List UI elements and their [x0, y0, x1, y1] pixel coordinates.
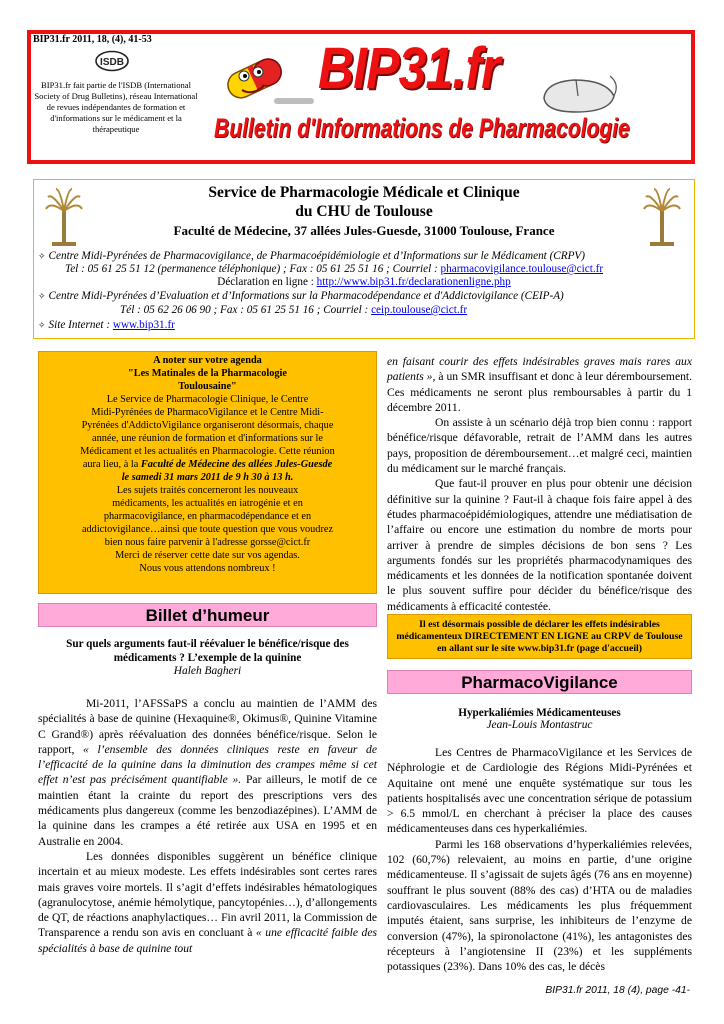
service-title	[100, 183, 628, 221]
article-paragraph: Les Centres de PharmacoVigilance et les Services de Néphrologie et de Cardiologie des Régions Midi-Pyrénées et Aquitaine ont mené une enquête systématique sur tous les patients hospitalisés avec une concentration sérique de potassium > 6.5 mmol/L en cherchant à préciser la place des causes médicamenteuses dans ces hyperkaliémies.	[387, 746, 692, 836]
agenda-line: médicaments, les actualités en iatrogénie et en	[112, 498, 303, 509]
article-body-left	[38, 696, 377, 956]
declaration-url-link[interactable]: http://www.bip31.fr/declarationenligne.php	[316, 276, 511, 288]
article-paragraph: en faisant courir des effets indésirables graves mais rares aux patients », à un SMR insuffisant et donc à leur déremboursement. Ces médicaments ne seront plus remboursables à partir du 1 décembre 2011.	[387, 355, 693, 414]
agenda-line: année, une réunion de formation et d'informations sur le	[92, 433, 323, 444]
isdb-description: BIP31.fr fait partie de l'ISDB (International Society of Drug Bulletins), réseau International de revues indépendantes de formation et d'informations sur le médicament et la thérapeutique	[34, 80, 198, 134]
agenda-line: Les sujets traités concerneront les nouveaux	[116, 485, 299, 496]
agenda-heading: "Les Matinales de la Pharmacologie	[127, 368, 287, 379]
site-url-link[interactable]: www.bip31.fr	[112, 319, 175, 331]
ceip-contact: Tél : 05 62 26 06 90 ; Fax : 05 61 25 51 16 ; Courriel : ceip.toulouse@cict.fr	[120, 304, 468, 316]
billet-humeur-section-header: Billet d’humeur	[38, 603, 377, 627]
agenda-content	[42, 354, 373, 575]
page-footer: BIP31.fr 2011, 18 (4), page -41-	[545, 985, 690, 996]
online-declaration-notice: Il est désormais possible de déclarer les effets indésirables médicamenteux DIRECTEMENT EN LIGNE au CRPV de Toulouse en allant sur le site www.bip31.fr (page d'accueil)	[396, 619, 683, 655]
computer-mouse-illustration	[540, 74, 622, 116]
agenda-line: Pyrénées d'AddictoVigilance organiseront désormais, chaque	[81, 420, 334, 431]
article-author: Haleh Bagheri	[173, 665, 242, 677]
agenda-heading: Toulousaine"	[178, 381, 237, 392]
ceip-line: ✧ Centre Midi-Pyrénées d’Evaluation et d’Informations sur la Pharmacodépendance et d'Addictovigilance (CEIP-A)	[38, 290, 564, 302]
agenda-date: le samedi 31 mars 2011 de 9 h 30 à 13 h.	[121, 472, 294, 483]
agenda-line: bien nous faire parvenir à l'adresse gorsse@cict.fr	[104, 537, 311, 548]
diamond-bullet-icon: ✧	[38, 252, 46, 262]
hyperkaliemie-article-body	[387, 745, 692, 974]
article-paragraph: Les données disponibles suggèrent un bénéfice clinique incertain et au mieux modeste. Les effets indésirables sont certes rares mais graves voire mortels. Il s’agit d’effets indésirables hématologiques (agranulocytose, anémie hémolytique, pancytopénies…), d’allongements de QT, de réactions anaphylactiques… Fin avril 2011, la Commission de Transparence a rendu son avis en concluant à « une efficacité faible des spécialités à base de quinine tout	[38, 849, 378, 955]
agenda-line: Merci de réserver cette date sur vos agendas.	[115, 550, 300, 561]
hyperkaliemie-article-title: Hyperkaliémies Médicamenteuses	[458, 707, 621, 719]
article-paragraph: Que faut-il prouver en plus pour obtenir une décision définitive sur la quinine ? Faut-il à chaque fois faire appel à des études pharmacoépidémiologiques, attendre une médiatisation de l’affaire ou encore une estimation du nombre de morts pour arriver à prendre de simples décisions de bon sens ? Les arguments fondés sur les propriétés pharmacodynamiques des médicaments et les données de la notification spontanée doivent le plus souvent suffire pour décider du bénéfice/risque des médicaments à efficacité contestée.	[387, 477, 692, 613]
agenda-heading: A noter sur votre agenda	[153, 355, 262, 366]
service-title-line1: Service de Pharmacologie Médicale et Clinique	[208, 184, 520, 201]
crpv-contact: Tel : 05 61 25 51 12 (permanence téléphonique) ; Fax : 05 61 25 51 16 ; Courriel : pharmacovigilance.toulouse@cict.fr	[65, 263, 604, 275]
pharmacovigilance-section-header: PharmacoVigilance	[387, 670, 692, 694]
agenda-line: Médicament et les actualités en Pharmacologie. Cette réunion	[80, 446, 335, 457]
agenda-line: Midi-Pyrénées de PharmacoVigilance et le Centre Midi-	[91, 407, 324, 418]
article-paragraph: Parmi les 168 observations d’hyperkaliémies relevées, 102 (60,7%) relevaient, au moins en partie, d’une origine médicamenteuse. Il s’agissait de sujets âgés (76 ans en moyenne) souffrant le plus souvent (88% des cas) d’HTA ou de maladies cardiovasculaires. Les médicaments les plus fréquemment imputés étaient, sans surprise, les inhibiteurs de l’enzyme de conversion (47%), la spironolactone (41%), les antagonistes des récepteurs à l’angiotensine II (23%) et les suppléments potassiques (23%). Dans 10% des cas, le décès	[387, 837, 692, 974]
bulletin-subtitle: Bulletin d'Informations de Pharmacologie	[214, 113, 630, 143]
isdb-logo-text: ISDB	[100, 57, 124, 68]
service-address: Faculté de Médecine, 37 allées Jules-Guesde, 31000 Toulouse, France	[173, 223, 555, 238]
article-paragraph: On assiste à un scénario déjà trop bien connu : rapport bénéfice/risque défavorable, retrait de l’AMM dans les autres pays, proposition de déremboursement…et malgré ceci, maintien du médicament sur le marché français.	[387, 416, 692, 476]
palm-tree-emblem-icon	[642, 187, 682, 247]
agenda-line: addictovigilance…ainsi que toute question que vous voudrez	[81, 524, 334, 535]
pill-mascot-illustration	[214, 46, 324, 112]
ceip-email-link[interactable]: ceip.toulouse@cict.fr	[371, 304, 468, 316]
isdb-logo	[94, 50, 130, 72]
bip31-brand-title: BIP31.fr	[318, 36, 500, 101]
agenda-line: pharmacovigilance, en pharmacodépendance et en	[103, 511, 312, 522]
crpv-line: ✧ Centre Midi-Pyrénées de Pharmacovigilance, de Pharmacoépidémiologie et d’Informations sur le Médicament (CRPV)	[38, 250, 585, 262]
site-line: ✧ Site Internet : www.bip31.fr	[38, 319, 175, 331]
diamond-bullet-icon: ✧	[38, 321, 46, 331]
issue-reference: BIP31.fr 2011, 18, (4), 41-53	[33, 34, 152, 45]
palm-tree-emblem-icon	[44, 187, 84, 247]
diamond-bullet-icon: ✧	[38, 292, 46, 302]
hyperkaliemie-article-author: Jean-Louis Montastruc	[486, 719, 593, 731]
article-body-right	[387, 354, 692, 614]
service-title-line2: du CHU de Toulouse	[295, 203, 433, 220]
article-paragraph: Mi-2011, l’AFSSaPS a conclu au maintien de l’AMM des spécialités à base de quinine (Hexaquine®, Okimus®, Quinine Vitamine C Grand®) après réévaluation des données bénéfice/risque. Selon le rapport, « l’ensemble des données cliniques reste en faveur de l’efficacité de la quinine dans la diminution des crampes même si cet effet n’est pas précisément quantifiable ». Par ailleurs, le motif de ce maintien étant la crainte du report des prescriptions vers des médicaments plus dangereux (comme les benzodiazépines). L’AMM de la quinine dans les crampes a été retirée aux USA en 1995 et en Australie en 2004.	[38, 697, 377, 848]
article-title: Sur quels arguments faut-il réévaluer le bénéfice/risque des médicaments ? L’exemple de la quinine	[66, 638, 349, 664]
declaration-line: Déclaration en ligne : http://www.bip31.fr/declarationenligne.php	[217, 276, 511, 288]
agenda-line: Le Service de Pharmacologie Clinique, le Centre	[106, 394, 309, 405]
agenda-line: Nous vous attendons nombreux !	[139, 563, 276, 574]
crpv-email-link[interactable]: pharmacovigilance.toulouse@cict.fr	[440, 263, 604, 275]
agenda-line: aura lieu, à la Faculté de Médecine des allées Jules-Guesde	[82, 459, 333, 470]
